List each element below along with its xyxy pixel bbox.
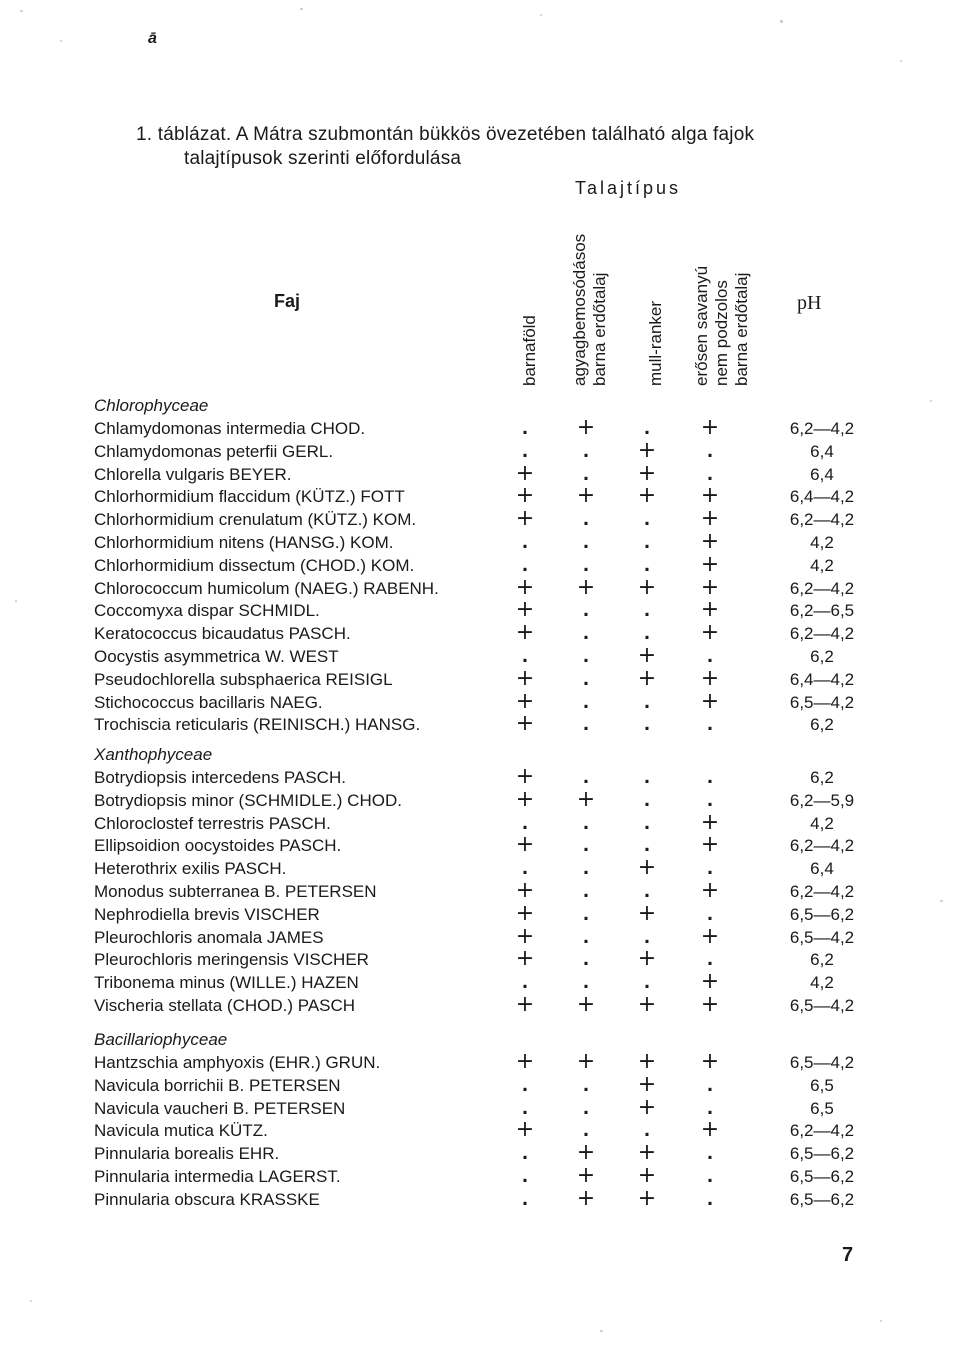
occurrence-mark: + xyxy=(515,711,535,737)
species-name: Chlamydomonas peterfii GERL. xyxy=(94,441,334,461)
occurrence-mark: + xyxy=(700,923,720,949)
occurrence-mark: . xyxy=(521,555,529,576)
occurrence-mark: + xyxy=(576,992,596,1017)
occurrence-mark: . xyxy=(582,669,590,690)
occurrence-mark: + xyxy=(700,878,720,903)
table-row xyxy=(0,460,960,487)
table-row xyxy=(0,688,960,715)
occurrence-mark: . xyxy=(643,1121,651,1142)
table-row xyxy=(0,711,960,737)
occurrence-mark: . xyxy=(582,715,590,736)
occurrence-mark: + xyxy=(700,688,720,714)
occurrence-mark: . xyxy=(643,555,651,576)
occurrence-mark: + xyxy=(576,574,596,600)
species-name: Navicula vaucheri B. PETERSEN xyxy=(94,1098,346,1118)
table-row xyxy=(0,764,960,790)
occurrence-mark: + xyxy=(700,483,720,509)
occurrence-mark: . xyxy=(582,624,590,645)
group-heading: Bacillariophyceae xyxy=(94,1030,228,1049)
occurrence-mark: . xyxy=(643,927,651,948)
occurrence-mark: . xyxy=(582,927,590,948)
species-name: Pinnularia borealis EHR. xyxy=(94,1144,280,1164)
species-name: Pseudochlorella subsphaerica REISIGL xyxy=(94,669,393,689)
occurrence-mark: . xyxy=(582,601,590,622)
table-row xyxy=(0,529,960,555)
occurrence-mark: + xyxy=(700,415,720,440)
occurrence-mark: . xyxy=(706,904,714,925)
occurrence-mark: + xyxy=(637,665,657,691)
occurrence-mark: + xyxy=(576,1049,596,1074)
occurrence-mark: + xyxy=(637,1185,657,1211)
species-name: Tribonema minus (WILLE.) HAZEN xyxy=(94,973,359,993)
occurrence-mark: . xyxy=(582,692,590,713)
occurrence-mark: . xyxy=(706,1075,714,1096)
table-row xyxy=(0,574,960,601)
table-row xyxy=(0,923,960,950)
table-row xyxy=(0,437,960,464)
table-row xyxy=(0,969,960,995)
occurrence-mark: . xyxy=(521,533,529,553)
species-name: Botrydiopsis intercedens PASCH. xyxy=(94,768,346,787)
occurrence-mark: + xyxy=(637,946,657,972)
occurrence-mark: . xyxy=(582,510,590,531)
occurrence-mark: . xyxy=(521,1189,529,1210)
occurrence-mark: + xyxy=(515,832,535,858)
ph-value: 6,5—6,2 xyxy=(789,904,855,924)
occurrence-mark: + xyxy=(700,969,720,995)
ph-value: 6,2 xyxy=(810,950,834,970)
occurrence-mark: + xyxy=(515,786,535,812)
occurrence-mark: . xyxy=(582,464,590,485)
occurrence-mark: . xyxy=(706,1189,714,1210)
species-name: Navicula borrichii B. PETERSEN xyxy=(94,1075,341,1095)
occurrence-mark: . xyxy=(582,1098,590,1119)
occurrence-mark: . xyxy=(643,973,651,994)
occurrence-mark: . xyxy=(643,813,651,834)
ph-value: 6,2—4,2 xyxy=(789,624,855,644)
species-name: Ellipsoidion oocystoides PASCH. xyxy=(94,836,342,856)
occurrence-mark: . xyxy=(521,1144,529,1165)
table-row xyxy=(0,878,960,904)
occurrence-mark: . xyxy=(706,464,714,485)
occurrence-mark: + xyxy=(515,483,535,509)
occurrence-mark: + xyxy=(700,665,720,691)
occurrence-mark: + xyxy=(515,688,535,714)
ph-value: 6,2—5,9 xyxy=(789,790,855,810)
occurrence-mark: . xyxy=(521,1075,529,1096)
table-row xyxy=(0,832,960,858)
ph-value: 6,2—4,2 xyxy=(789,578,855,598)
species-name: Coccomyxa dispar SCHMIDL. xyxy=(94,601,320,621)
ph-value: 6,4—4,2 xyxy=(789,669,855,689)
occurrence-mark: + xyxy=(637,1163,657,1188)
occurrence-mark: + xyxy=(637,483,657,509)
table-row xyxy=(0,415,960,441)
species-name: Nephrodiella brevis VISCHER xyxy=(94,904,320,924)
occurrence-mark: + xyxy=(576,786,596,812)
occurrence-mark: . xyxy=(706,441,714,462)
occurrence-mark: + xyxy=(576,1163,596,1188)
species-name: Hantzschia amphyoxis (EHR.) GRUN. xyxy=(94,1053,381,1072)
ph-value: 6,4 xyxy=(810,859,834,879)
ph-value: 6,5—6,2 xyxy=(789,1189,855,1209)
table-title: 1. táblázat. A Mátra szubmontán bükkös övezetében található alga fajok xyxy=(136,124,755,145)
occurrence-mark: + xyxy=(515,764,535,789)
species-name: Vischeria stellata (CHOD.) PASCH xyxy=(94,996,356,1015)
ph-value: 4,2 xyxy=(810,973,834,993)
table-row xyxy=(0,992,960,1018)
ph-value: 4,2 xyxy=(810,533,834,552)
table-subtitle: talajtípusok szerinti előfordulása xyxy=(184,148,462,169)
species-name: Pleurochloris meringensis VISCHER xyxy=(94,950,369,970)
ph-value: 6,2 xyxy=(810,768,834,787)
table-row xyxy=(0,1071,960,1098)
ph-value: 6,5—4,2 xyxy=(789,996,855,1015)
ph-value: 6,5—6,2 xyxy=(789,1167,855,1186)
table-row xyxy=(0,506,960,532)
occurrence-mark: + xyxy=(700,529,720,554)
occurrence-mark: + xyxy=(700,992,720,1017)
ph-value: 6,2—6,5 xyxy=(789,601,855,621)
species-name: Monodus subterranea B. PETERSEN xyxy=(94,882,377,901)
occurrence-mark: . xyxy=(521,419,529,439)
occurrence-mark: . xyxy=(643,768,651,788)
occurrence-mark: . xyxy=(706,647,714,667)
occurrence-mark: . xyxy=(582,836,590,857)
table-row xyxy=(0,1140,960,1166)
occurrence-mark: . xyxy=(582,813,590,834)
occurrence-mark: . xyxy=(582,882,590,902)
occurrence-mark: + xyxy=(700,620,720,646)
ph-value: 6,2—4,2 xyxy=(789,510,855,530)
corner-mark: ā xyxy=(148,30,157,47)
ph-value: 6,5—4,2 xyxy=(789,927,855,947)
occurrence-mark: . xyxy=(706,1167,714,1187)
occurrence-mark: . xyxy=(582,1121,590,1142)
occurrence-mark: . xyxy=(521,859,529,880)
occurrence-mark: . xyxy=(582,647,590,667)
table-row xyxy=(0,483,960,509)
occurrence-mark: + xyxy=(700,809,720,835)
occurrence-mark: + xyxy=(700,1117,720,1143)
species-name: Chlorococcum humicolum (NAEG.) RABENH. xyxy=(94,578,439,598)
occurrence-mark: . xyxy=(643,692,651,713)
occurrence-mark: . xyxy=(521,1098,529,1119)
occurrence-mark: . xyxy=(521,973,529,994)
group-heading: Chlorophyceae xyxy=(94,396,209,415)
table-row xyxy=(0,620,960,646)
occurrence-mark: . xyxy=(706,715,714,736)
table-row xyxy=(0,855,960,881)
species-name: Chlorella vulgaris BEYER. xyxy=(94,464,292,484)
occurrence-mark: + xyxy=(515,665,535,691)
species-name: Pleurochloris anomala JAMES xyxy=(94,927,324,947)
ph-value: 6,5—4,2 xyxy=(789,692,855,712)
table-row xyxy=(0,551,960,578)
species-name: Stichococcus bacillaris NAEG. xyxy=(94,692,323,712)
occurrence-mark: + xyxy=(700,506,720,532)
occurrence-mark: . xyxy=(582,859,590,880)
ph-value: 6,5—6,2 xyxy=(789,1144,855,1164)
ph-value: 6,4—4,2 xyxy=(789,487,855,507)
table-row xyxy=(0,643,960,669)
occurrence-mark: + xyxy=(637,1049,657,1074)
table-row xyxy=(0,946,960,972)
occurrence-mark: + xyxy=(515,1117,535,1143)
species-name: Navicula mutica KÜTZ. xyxy=(94,1121,268,1141)
occurrence-mark: + xyxy=(515,878,535,903)
ph-value: 6,2 xyxy=(810,647,834,666)
table-row xyxy=(0,1049,960,1075)
occurrence-mark: . xyxy=(582,973,590,994)
occurrence-mark: . xyxy=(643,882,651,902)
species-name: Chlorhormidium dissectum (CHOD.) KOM. xyxy=(94,555,415,575)
ph-value: 6,2—4,2 xyxy=(789,836,855,856)
occurrence-mark: . xyxy=(521,1167,529,1187)
occurrence-mark: + xyxy=(515,620,535,646)
ph-value: 6,4 xyxy=(810,464,834,484)
occurrence-mark: . xyxy=(582,950,590,971)
occurrence-mark: + xyxy=(515,900,535,926)
occurrence-mark: + xyxy=(637,1140,657,1166)
table-row xyxy=(0,809,960,836)
occurrence-mark: . xyxy=(582,1075,590,1096)
occurrence-mark: . xyxy=(643,533,651,553)
occurrence-mark: . xyxy=(706,859,714,880)
occurrence-mark: + xyxy=(515,946,535,972)
occurrence-mark: + xyxy=(515,992,535,1017)
species-name: Chlorhormidium nitens (HANSG.) KOM. xyxy=(94,533,394,552)
occurrence-mark: + xyxy=(637,855,657,881)
table-row xyxy=(0,1185,960,1212)
ph-column-header: pH xyxy=(797,292,822,314)
occurrence-mark: . xyxy=(706,1098,714,1119)
occurrence-mark: . xyxy=(521,813,529,834)
occurrence-mark: . xyxy=(643,510,651,531)
table-row xyxy=(0,1163,960,1189)
occurrence-mark: . xyxy=(643,715,651,736)
occurrence-mark: . xyxy=(706,768,714,788)
occurrence-mark: . xyxy=(643,790,651,811)
occurrence-mark: + xyxy=(637,1094,657,1120)
page-number: 7 xyxy=(842,1244,854,1266)
species-name: Chlamydomonas intermedia CHOD. xyxy=(94,419,366,438)
occurrence-mark: + xyxy=(576,415,596,440)
table-row xyxy=(0,900,960,927)
occurrence-mark: . xyxy=(582,533,590,553)
group-heading: Xanthophyceae xyxy=(94,745,213,764)
ph-value: 6,5—4,2 xyxy=(789,1053,855,1072)
occurrence-mark: . xyxy=(706,950,714,971)
occurrence-mark: . xyxy=(582,904,590,925)
occurrence-mark: . xyxy=(582,768,590,788)
ph-value: 6,5 xyxy=(810,1098,834,1118)
occurrence-mark: . xyxy=(521,647,529,667)
table-row xyxy=(0,1117,960,1143)
occurrence-mark: + xyxy=(515,574,535,600)
occurrence-mark: + xyxy=(637,437,657,463)
table-row xyxy=(0,1094,960,1121)
occurrence-mark: + xyxy=(700,574,720,600)
occurrence-mark: . xyxy=(582,441,590,462)
species-name: Trochiscia reticularis (REINISCH.) HANSG. xyxy=(94,715,421,735)
occurrence-mark: + xyxy=(700,597,720,623)
occurrence-mark: + xyxy=(515,923,535,949)
ph-value: 6,4 xyxy=(810,441,834,461)
occurrence-mark: + xyxy=(700,832,720,858)
species-name: Chlorhormidium crenulatum (KÜTZ.) KOM. xyxy=(94,510,417,530)
species-name: Oocystis asymmetrica W. WEST xyxy=(94,647,339,666)
species-name: Pinnularia intermedia LAGERST. xyxy=(94,1167,341,1186)
species-column-header: Faj xyxy=(274,291,301,311)
occurrence-mark: + xyxy=(515,597,535,623)
occurrence-mark: . xyxy=(706,790,714,811)
ph-value: 6,2—4,2 xyxy=(789,419,855,438)
species-name: Heterothrix exilis PASCH. xyxy=(94,859,287,879)
ph-value: 4,2 xyxy=(810,813,834,833)
occurrence-mark: + xyxy=(637,460,657,486)
ph-value: 4,2 xyxy=(810,555,834,575)
occurrence-mark: + xyxy=(576,1140,596,1166)
occurrence-mark: + xyxy=(637,900,657,926)
table-row xyxy=(0,665,960,692)
occurrence-mark: . xyxy=(643,624,651,645)
species-name: Keratococcus bicaudatus PASCH. xyxy=(94,624,351,644)
table-row xyxy=(0,786,960,813)
occurrence-mark: + xyxy=(637,1071,657,1097)
occurrence-mark: + xyxy=(700,551,720,577)
occurrence-mark: + xyxy=(700,1049,720,1074)
occurrence-mark: . xyxy=(582,555,590,576)
occurrence-mark: . xyxy=(643,601,651,622)
ph-value: 6,2 xyxy=(810,715,834,735)
occurrence-mark: . xyxy=(643,419,651,439)
ph-value: 6,5 xyxy=(810,1075,834,1095)
occurrence-mark: + xyxy=(515,506,535,532)
occurrence-mark: + xyxy=(576,483,596,509)
occurrence-mark: + xyxy=(637,992,657,1017)
occurrence-mark: + xyxy=(637,574,657,600)
species-name: Chlorhormidium flaccidum (KÜTZ.) FOTT xyxy=(94,487,405,507)
occurrence-mark: . xyxy=(521,441,529,462)
ph-value: 6,2—4,2 xyxy=(789,882,855,901)
occurrence-mark: + xyxy=(576,1185,596,1211)
species-name: Botrydiopsis minor (SCHMIDLE.) CHOD. xyxy=(94,790,402,810)
occurrence-mark: + xyxy=(515,460,535,486)
table-row xyxy=(0,597,960,623)
species-name: Pinnularia obscura KRASSKE xyxy=(94,1189,320,1209)
occurrence-mark: + xyxy=(515,1049,535,1074)
occurrence-mark: + xyxy=(637,643,657,668)
soil-type-header: Talajtípus xyxy=(575,178,682,198)
occurrence-mark: . xyxy=(643,836,651,857)
species-name: Chloroclostef terrestris PASCH. xyxy=(94,813,331,833)
occurrence-mark: . xyxy=(706,1144,714,1165)
ph-value: 6,2—4,2 xyxy=(789,1121,855,1141)
